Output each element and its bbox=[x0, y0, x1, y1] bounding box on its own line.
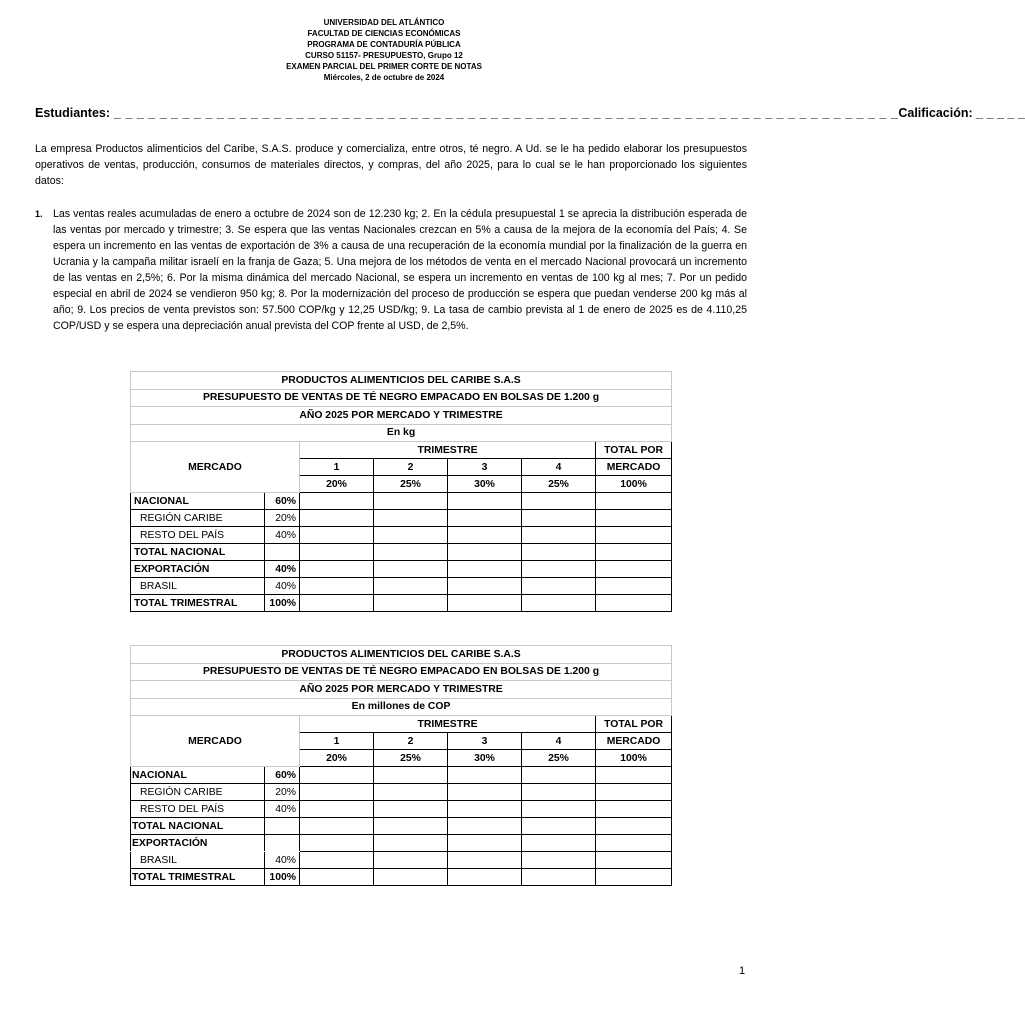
students-line bbox=[35, 106, 1025, 120]
cell[interactable] bbox=[522, 578, 596, 595]
cell[interactable] bbox=[596, 835, 672, 852]
cell[interactable] bbox=[596, 510, 672, 527]
table2-total-header-2: MERCADO bbox=[596, 733, 672, 750]
row-label: BRASIL bbox=[131, 852, 265, 869]
row-pct: 40% bbox=[265, 852, 300, 869]
cell[interactable] bbox=[300, 510, 374, 527]
point-1-text: Las ventas reales acumuladas de enero a octubre de 2024 son de 12.230 kg; 2. En la cédula presupuestal 1 se aprecia la distribución esperada de las ventas por mercado y trimestre; 3. Se espera que las ventas Nacionales crezcan en 5% a causa de la mejora de la economía del País; 4. Se espera un incremento en las ventas de exportación de 3% a causa de una recuperación de la economía mundial por la finalización de la guerra en Ucrania y la campaña militar israelí en la franja de Gaza; 5. Una mejora de los métodos de venta en el mercado Nacional provocará un incremento de las ventas en 2,5%; 6. Por la misma dinámica del mercado Nacional, se espera un incremento en ventas de 100 kg al mes; 7. Por un pedido especial en abril de 2024 se vendieron 950 kg; 8. Por la modernización del proceso de producción se espera que puedan venderse 200 kg más al año; 9. Los precios de venta previstos son: 57.500 COP/kg y 12,25 USD/kg; 9. La tasa de cambio prevista al 1 de enero de 2025 es de 4.110,25 COP/USD y se espera una depreciación anual prevista del COP frente al USD, de 2,5%. bbox=[53, 208, 747, 332]
row-pct bbox=[265, 818, 300, 835]
row-label: EXPORTACIÓN bbox=[131, 561, 265, 578]
point-1-number: 1. bbox=[35, 209, 43, 219]
cell[interactable] bbox=[448, 767, 522, 784]
cell[interactable] bbox=[374, 493, 448, 510]
row-label: EXPORTACIÓN bbox=[131, 835, 265, 852]
table1-p2: 25% bbox=[374, 476, 448, 493]
table1-q1: 1 bbox=[300, 459, 374, 476]
cell[interactable] bbox=[300, 869, 374, 886]
table2-q4: 4 bbox=[522, 733, 596, 750]
cell[interactable] bbox=[374, 852, 448, 869]
cell[interactable] bbox=[522, 852, 596, 869]
cell[interactable] bbox=[596, 767, 672, 784]
table-row bbox=[131, 561, 672, 578]
intro-paragraph: La empresa Productos alimenticios del Caribe, S.A.S. produce y comercializa, entre otros, té negro. A Ud. se le ha pedido elaborar los presupuestos operativos de ventas, producción, consumos de materiales directos, y compras, del año 2025, para lo cual se le han proporcionado los siguientes datos: bbox=[35, 143, 747, 187]
table1-q4: 4 bbox=[522, 459, 596, 476]
cell[interactable] bbox=[522, 510, 596, 527]
table2-company: PRODUCTOS ALIMENTICIOS DEL CARIBE S.A.S bbox=[131, 646, 672, 664]
header-exam: EXAMEN PARCIAL DEL PRIMER CORTE DE NOTAS bbox=[286, 62, 482, 71]
cell[interactable] bbox=[448, 818, 522, 835]
table2-p2: 25% bbox=[374, 750, 448, 767]
table2-p3: 30% bbox=[448, 750, 522, 767]
cell[interactable] bbox=[448, 835, 522, 852]
header-university: UNIVERSIDAD DEL ATLÁNTICO bbox=[323, 18, 445, 27]
table-row bbox=[131, 801, 672, 818]
row-pct bbox=[265, 835, 300, 852]
cell[interactable] bbox=[300, 561, 374, 578]
cell[interactable] bbox=[374, 801, 448, 818]
cell[interactable] bbox=[374, 527, 448, 544]
page-number: 1 bbox=[739, 965, 746, 977]
cell[interactable] bbox=[522, 818, 596, 835]
table1-company: PRODUCTOS ALIMENTICIOS DEL CARIBE S.A.S bbox=[131, 372, 672, 390]
table1-p3: 30% bbox=[448, 476, 522, 493]
header-date: Miércoles, 2 de octubre de 2024 bbox=[323, 73, 445, 82]
cell[interactable] bbox=[374, 595, 448, 612]
cell[interactable] bbox=[522, 493, 596, 510]
students-blank: _ _ _ _ _ _ _ _ _ _ _ _ _ _ _ _ _ _ _ _ _ _ _ _ _ _ _ _ _ _ _ _ _ _ _ _ _ _ _ _ _ _ _ _ _ _ _ _ _ _ _ _ _ _ _ _ _ _ _ _ _ _ _ _ _ _ _ _ _ bbox=[114, 106, 899, 120]
cell[interactable] bbox=[522, 801, 596, 818]
cell[interactable] bbox=[374, 869, 448, 886]
cell[interactable] bbox=[448, 544, 522, 561]
table2-subtitle: AÑO 2025 POR MERCADO Y TRIMESTRE bbox=[131, 681, 672, 699]
cell[interactable] bbox=[374, 784, 448, 801]
cell[interactable] bbox=[448, 869, 522, 886]
cell[interactable] bbox=[596, 595, 672, 612]
row-label: NACIONAL bbox=[131, 767, 265, 784]
table-row bbox=[131, 493, 672, 510]
table2-p4: 25% bbox=[522, 750, 596, 767]
cell[interactable] bbox=[448, 578, 522, 595]
cell[interactable] bbox=[522, 767, 596, 784]
table1-market-header: MERCADO bbox=[131, 442, 300, 493]
cell[interactable] bbox=[522, 869, 596, 886]
row-label: NACIONAL bbox=[131, 493, 265, 510]
point-1 bbox=[35, 206, 747, 334]
cell[interactable] bbox=[596, 544, 672, 561]
cell[interactable] bbox=[596, 852, 672, 869]
sales-budget-cop-table bbox=[130, 645, 672, 886]
cell[interactable] bbox=[374, 510, 448, 527]
cell[interactable] bbox=[522, 527, 596, 544]
table2-q3: 3 bbox=[448, 733, 522, 750]
cell[interactable] bbox=[300, 527, 374, 544]
table1-unit: En kg bbox=[131, 424, 672, 442]
cell[interactable] bbox=[374, 561, 448, 578]
cell[interactable] bbox=[374, 578, 448, 595]
exam-header bbox=[0, 17, 768, 83]
row-pct: 100% bbox=[265, 595, 300, 612]
table-row bbox=[131, 578, 672, 595]
row-label: TOTAL NACIONAL bbox=[131, 544, 265, 561]
cell[interactable] bbox=[300, 835, 374, 852]
table1-subtitle: AÑO 2025 POR MERCADO Y TRIMESTRE bbox=[131, 407, 672, 425]
table-row bbox=[131, 544, 672, 561]
row-label: BRASIL bbox=[131, 578, 265, 595]
cell[interactable] bbox=[374, 818, 448, 835]
cell[interactable] bbox=[448, 801, 522, 818]
cell[interactable] bbox=[300, 493, 374, 510]
row-pct: 20% bbox=[265, 784, 300, 801]
cell[interactable] bbox=[300, 767, 374, 784]
table2-q1: 1 bbox=[300, 733, 374, 750]
table1-p1: 20% bbox=[300, 476, 374, 493]
cell[interactable] bbox=[300, 578, 374, 595]
table-row bbox=[131, 869, 672, 886]
table-row bbox=[131, 527, 672, 544]
table1-title: PRESUPUESTO DE VENTAS DE TÉ NEGRO EMPACADO EN BOLSAS DE 1.200 g bbox=[131, 389, 672, 407]
row-pct bbox=[265, 544, 300, 561]
table2-unit: En millones de COP bbox=[131, 698, 672, 716]
table-row bbox=[131, 784, 672, 801]
row-label: TOTAL TRIMESTRAL bbox=[131, 869, 265, 886]
cell[interactable] bbox=[596, 561, 672, 578]
row-pct: 60% bbox=[265, 493, 300, 510]
row-pct: 40% bbox=[265, 527, 300, 544]
cell[interactable] bbox=[596, 869, 672, 886]
table1-total-header-2: MERCADO bbox=[596, 459, 672, 476]
cell[interactable] bbox=[596, 784, 672, 801]
row-pct: 20% bbox=[265, 510, 300, 527]
students-label: Estudiantes: bbox=[35, 106, 111, 120]
table2-ptotal: 100% bbox=[596, 750, 672, 767]
table-row bbox=[131, 835, 672, 852]
row-pct: 100% bbox=[265, 869, 300, 886]
cell[interactable] bbox=[522, 561, 596, 578]
header-faculty: FACULTAD DE CIENCIAS ECONÓMICAS bbox=[307, 29, 461, 38]
table2-p1: 20% bbox=[300, 750, 374, 767]
table2-q2: 2 bbox=[374, 733, 448, 750]
row-pct: 40% bbox=[265, 578, 300, 595]
header-course: CURSO 51157- PRESUPUESTO, Grupo 12 bbox=[305, 51, 463, 60]
cell[interactable] bbox=[448, 510, 522, 527]
row-pct: 40% bbox=[265, 801, 300, 818]
cell[interactable] bbox=[522, 544, 596, 561]
table1-q3: 3 bbox=[448, 459, 522, 476]
cell[interactable] bbox=[596, 493, 672, 510]
cell[interactable] bbox=[300, 852, 374, 869]
cell[interactable] bbox=[300, 784, 374, 801]
row-pct: 40% bbox=[265, 561, 300, 578]
header-program: PROGRAMA DE CONTADURÍA PÚBLICA bbox=[307, 40, 461, 49]
row-label: RESTO DEL PAÍS bbox=[131, 801, 265, 818]
row-label: REGIÓN CARIBE bbox=[131, 784, 265, 801]
row-label: REGIÓN CARIBE bbox=[131, 510, 265, 527]
cell[interactable] bbox=[596, 527, 672, 544]
row-pct: 60% bbox=[265, 767, 300, 784]
sales-budget-kg-table bbox=[130, 371, 672, 612]
table2-market-header: MERCADO bbox=[131, 716, 300, 767]
cell[interactable] bbox=[448, 784, 522, 801]
table-row bbox=[131, 510, 672, 527]
cell[interactable] bbox=[374, 544, 448, 561]
cell[interactable] bbox=[448, 527, 522, 544]
table1-ptotal: 100% bbox=[596, 476, 672, 493]
cell[interactable] bbox=[300, 544, 374, 561]
table-row bbox=[131, 767, 672, 784]
table1-quarter-header: TRIMESTRE bbox=[300, 442, 596, 459]
grade-label: Calificación: _ _ _ _ _ bbox=[898, 106, 1025, 120]
row-label: TOTAL NACIONAL bbox=[131, 818, 265, 835]
row-label: RESTO DEL PAÍS bbox=[131, 527, 265, 544]
table2-title: PRESUPUESTO DE VENTAS DE TÉ NEGRO EMPACADO EN BOLSAS DE 1.200 g bbox=[131, 663, 672, 681]
cell[interactable] bbox=[596, 801, 672, 818]
cell[interactable] bbox=[522, 835, 596, 852]
cell[interactable] bbox=[448, 561, 522, 578]
cell[interactable] bbox=[596, 818, 672, 835]
cell[interactable] bbox=[596, 578, 672, 595]
table-row bbox=[131, 852, 672, 869]
table-row bbox=[131, 595, 672, 612]
table1-total-header-1: TOTAL POR bbox=[596, 442, 672, 459]
cell[interactable] bbox=[522, 595, 596, 612]
cell[interactable] bbox=[300, 801, 374, 818]
table-row bbox=[131, 818, 672, 835]
cell[interactable] bbox=[374, 767, 448, 784]
cell[interactable] bbox=[374, 835, 448, 852]
table1-q2: 2 bbox=[374, 459, 448, 476]
cell[interactable] bbox=[300, 595, 374, 612]
cell[interactable] bbox=[448, 493, 522, 510]
cell[interactable] bbox=[522, 784, 596, 801]
row-label: TOTAL TRIMESTRAL bbox=[131, 595, 265, 612]
table1-p4: 25% bbox=[522, 476, 596, 493]
table2-total-header-1: TOTAL POR bbox=[596, 716, 672, 733]
cell[interactable] bbox=[448, 852, 522, 869]
cell[interactable] bbox=[300, 818, 374, 835]
table2-quarter-header: TRIMESTRE bbox=[300, 716, 596, 733]
cell[interactable] bbox=[448, 595, 522, 612]
